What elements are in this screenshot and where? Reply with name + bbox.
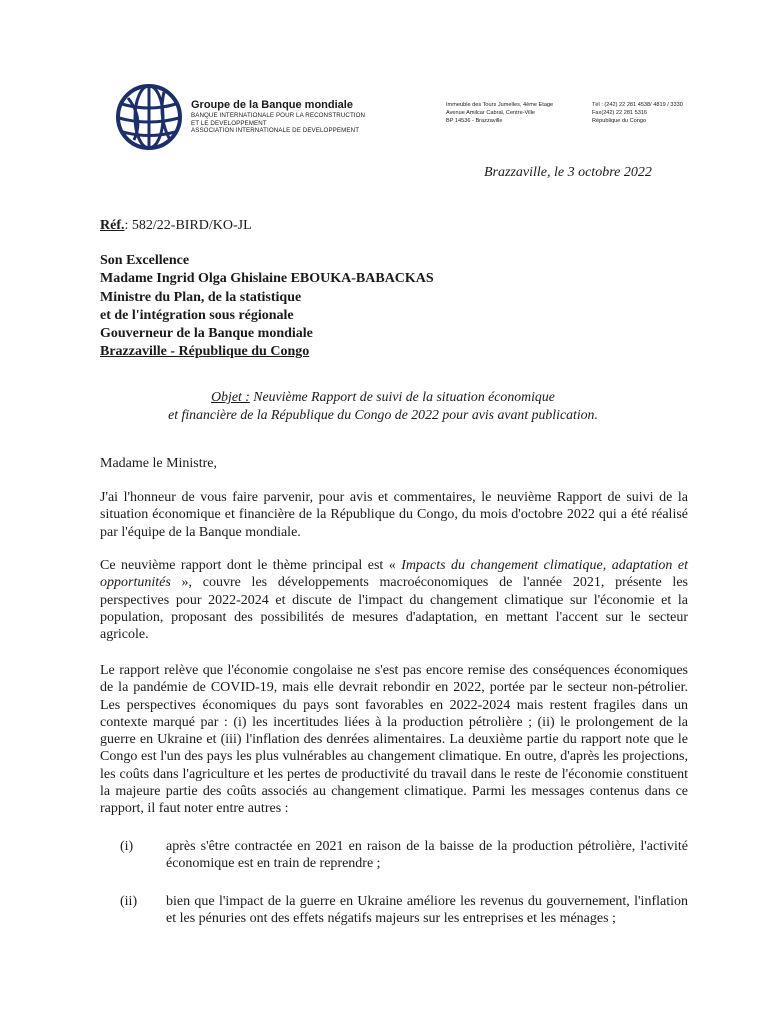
- organization-line: ET LE DEVELOPPEMENT: [191, 119, 267, 127]
- salutation: Madame le Ministre,: [100, 456, 218, 471]
- subject-block: [100, 388, 666, 423]
- paragraph-text: », couvre les développements macroéconomiques de l'année 2021, présente les perspectives pour 2022-2024 et discute de l'impact du changement climatique sur l'économie et la population, proposant des possibilités de mesures d'adaptation, en mettant l'accent sur le secteur agricole.: [100, 575, 688, 643]
- recipient-block: [100, 252, 434, 362]
- contact-line: Fax(242) 22 281 5316: [592, 109, 648, 116]
- list-item-number: (ii): [120, 894, 138, 909]
- list-item-text: bien que l'impact de la guerre en Ukraine améliore les revenus du gouvernement, l'inflation et les pénuries ont des effets négatifs majeurs sur les entreprises et les ménages ;: [166, 894, 688, 927]
- address-block: [446, 102, 553, 125]
- subject-line: et financière de la République du Congo de 2022 pour avis avant publication.: [168, 406, 598, 422]
- address-line: Immeuble des Tours Jumelles, 4ème Etage: [446, 102, 554, 108]
- world-bank-globe-icon: [114, 82, 184, 152]
- list-item-text: après s'être contractée en 2021 en raison de la baisse de la production pétrolière, l'activité économique est en train de reprendre ;: [166, 839, 688, 872]
- recipient-line: Madame Ingrid Olga Ghislaine EBOUKA-BABACKAS: [100, 271, 434, 287]
- subject-line: Neuvième Rapport de suivi de la situation économique: [249, 389, 555, 404]
- list-item: [100, 838, 688, 878]
- organization-block: [191, 99, 365, 135]
- report-theme: Impacts du changement climatique, adaptation et opportunités: [100, 558, 688, 591]
- recipient-line: Son Excellence: [100, 253, 190, 268]
- letter-date: Brazzaville, le 3 octobre 2022: [484, 165, 652, 180]
- address-line: BP 14536 - Brazzaville: [446, 117, 503, 124]
- organization-name: Groupe de la Banque mondiale: [191, 99, 353, 111]
- contact-block: [592, 102, 683, 125]
- recipient-line: Ministre du Plan, de la statistique: [100, 289, 302, 305]
- recipient-line: et de l'intégration sous régionale: [100, 307, 294, 323]
- reference-line: [100, 218, 252, 234]
- reference-value: : 582/22-BIRD/KO-JL: [124, 218, 252, 233]
- address-line: Avenue Amilcar Cabral, Centre-Ville: [446, 109, 536, 116]
- list-item-number: (i): [120, 839, 134, 854]
- subject-label: Objet :: [211, 389, 250, 404]
- reference-label: Réf.: [100, 218, 125, 233]
- contact-line: République du Congo: [592, 117, 647, 124]
- organization-line: ASSOCIATION INTERNATIONALE DE DEVELOPPEMENT: [191, 127, 360, 135]
- organization-line: BANQUE INTERNATIONALE POUR LA RECONSTRUCTION: [191, 112, 366, 119]
- body-paragraph: J'ai l'honneur de vous faire parvenir, pour avis et commentaires, le neuvième Rapport de suivi de la situation économique et financière de la République du Congo, du mois d'octobre 2022 qui a été réalisé par l'équipe de la Banque mondiale.: [100, 490, 688, 540]
- paragraph-text: Ce neuvième rapport dont le thème principal est «: [100, 558, 402, 573]
- list-item: [100, 893, 688, 953]
- body-paragraph: Le rapport relève que l'économie congolaise ne s'est pas encore remise des conséquences économiques de la pandémie de COVID-19, mais elle devrait rebondir en 2022, portée par le secteur non-pétrolier. Les perspectives économiques du pays sont favorables en 2022-2024 mais restent fragiles dans un contexte marqué par : (i) les incertitudes liées à la production pétrolière ; (ii) le prolongement de la guerre en Ukraine et (iii) l'inflation des denrées alimentaires. La deuxième partie du rapport note que le Congo est l'un des pays les plus vulnérables au changement climatique. En outre, d'après les projections, les coûts dans l'agriculture et les pertes de productivité du travail dans le reste de l'économie constituent la majeure partie des coûts associés au changement climatique. Parmi les messages contenus dans ce rapport, il faut noter entre autres :: [100, 663, 688, 817]
- body-paragraph: [100, 557, 688, 643]
- recipient-location: Brazzaville - République du Congo: [100, 344, 310, 360]
- contact-line: Tél : (242) 22 281 4538/ 4819 / 3330: [592, 102, 683, 108]
- recipient-line: Gouverneur de la Banque mondiale: [100, 326, 313, 342]
